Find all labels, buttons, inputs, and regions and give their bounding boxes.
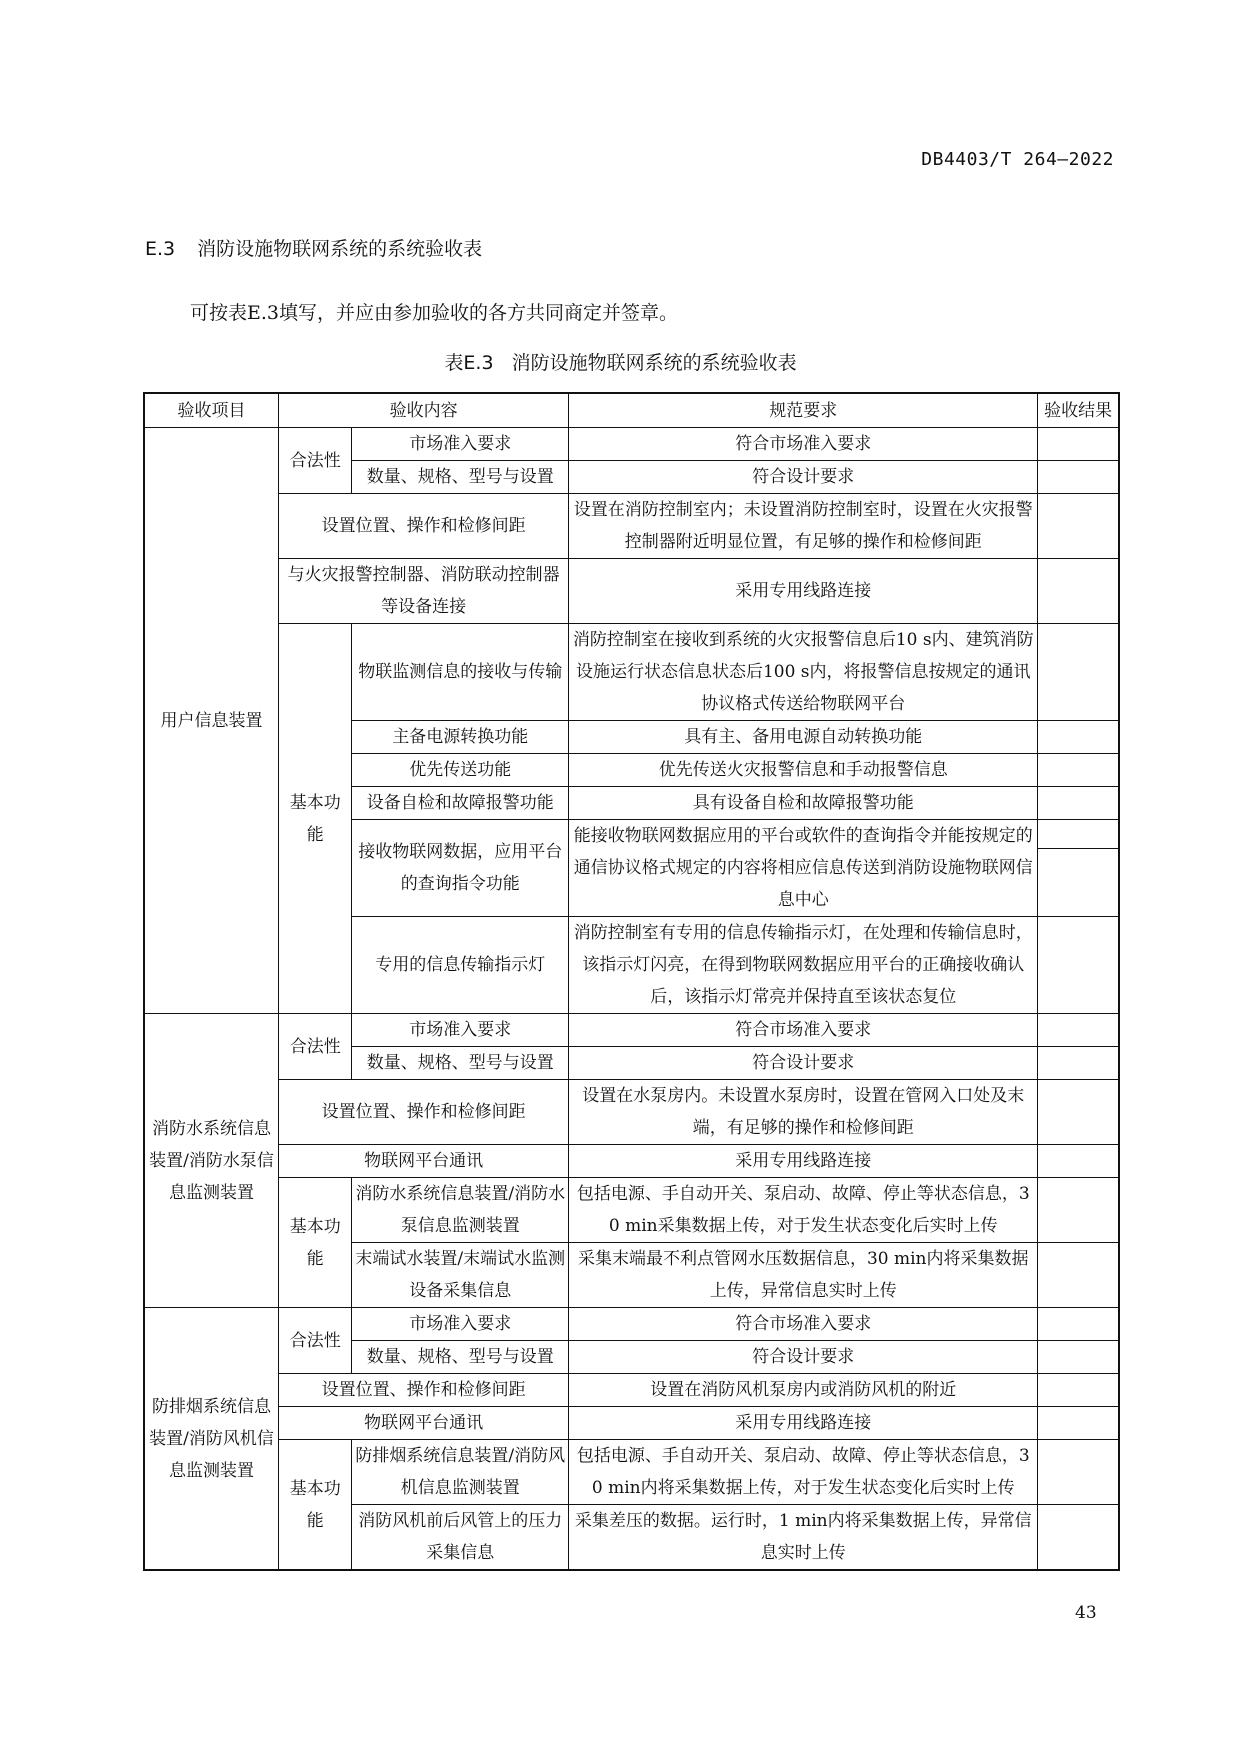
content-cell: 消防水系统信息装置/消防水泵信息监测装置 — [352, 1178, 569, 1243]
result-cell[interactable] — [1038, 494, 1119, 559]
table-row — [144, 1440, 1119, 1505]
table-row — [144, 494, 1119, 559]
document-code: DB4403/T 264—2022 — [921, 149, 1114, 170]
intro-paragraph: 可按表E.3填写，并应由参加验收的各方共同商定并签章。 — [190, 302, 678, 324]
header-result: 验收结果 — [1038, 393, 1119, 428]
result-cell[interactable] — [1038, 1407, 1119, 1440]
content-cell: 消防风机前后风管上的压力采集信息 — [352, 1505, 569, 1571]
result-cell[interactable] — [1038, 820, 1119, 849]
requirement-cell: 包括电源、手自动开关、泵启动、故障、停止等状态信息，30 min采集数据上传，对于发生状态变化后实时上传 — [569, 1178, 1038, 1243]
requirement-cell: 符合市场准入要求 — [569, 1308, 1038, 1341]
requirement-cell: 采集差压的数据。运行时，1 min内将采集数据上传，异常信息实时上传 — [569, 1505, 1038, 1571]
table-row — [144, 1014, 1119, 1047]
result-cell[interactable] — [1038, 1047, 1119, 1080]
requirement-cell: 设置在消防风机泵房内或消防风机的附近 — [569, 1374, 1038, 1407]
table-row — [144, 1080, 1119, 1145]
result-cell[interactable] — [1038, 849, 1119, 917]
requirement-cell: 能接收物联网数据应用的平台或软件的查询指令并能按规定的通信协议格式规定的内容将相应信息传送到消防设施物联网信息中心 — [569, 820, 1038, 917]
result-cell[interactable] — [1038, 559, 1119, 624]
content-cell: 市场准入要求 — [352, 428, 569, 461]
result-cell[interactable] — [1038, 1308, 1119, 1341]
requirement-cell: 符合市场准入要求 — [569, 428, 1038, 461]
result-cell[interactable] — [1038, 1243, 1119, 1308]
section-number: E.3 — [145, 238, 176, 260]
result-cell[interactable] — [1038, 1505, 1119, 1571]
group-label-legal: 合法性 — [279, 1308, 352, 1374]
result-cell[interactable] — [1038, 1374, 1119, 1407]
project-cell: 防排烟系统信息装置/消防风机信息监测装置 — [144, 1308, 279, 1571]
table-title: 消防设施物联网系统的系统验收表 — [511, 352, 797, 374]
table-row — [144, 1178, 1119, 1243]
requirement-cell: 采用专用线路连接 — [569, 1407, 1038, 1440]
content-cell: 防排烟系统信息装置/消防风机信息监测装置 — [352, 1440, 569, 1505]
requirement-cell: 设置在水泵房内。未设置水泵房时，设置在管网入口处及末端，有足够的操作和检修间距 — [569, 1080, 1038, 1145]
table-row — [144, 1374, 1119, 1407]
content-cell: 设置位置、操作和检修间距 — [279, 1080, 569, 1145]
result-cell[interactable] — [1038, 1178, 1119, 1243]
result-cell[interactable] — [1038, 787, 1119, 820]
content-cell: 市场准入要求 — [352, 1014, 569, 1047]
content-cell: 设备自检和故障报警功能 — [352, 787, 569, 820]
content-cell: 市场准入要求 — [352, 1308, 569, 1341]
group-label-basic: 基本功能 — [279, 1440, 352, 1571]
group-label-basic: 基本功能 — [279, 1178, 352, 1308]
content-cell: 与火灾报警控制器、消防联动控制器等设备连接 — [279, 559, 569, 624]
requirement-cell: 采用专用线路连接 — [569, 559, 1038, 624]
result-cell[interactable] — [1038, 428, 1119, 461]
requirement-cell: 优先传送火灾报警信息和手动报警信息 — [569, 754, 1038, 787]
section-title: 消防设施物联网系统的系统验收表 — [197, 238, 483, 260]
result-cell[interactable] — [1038, 721, 1119, 754]
acceptance-table — [143, 392, 1120, 1571]
result-cell[interactable] — [1038, 1080, 1119, 1145]
content-cell: 物联网平台通讯 — [279, 1145, 569, 1178]
requirement-cell: 具有设备自检和故障报警功能 — [569, 787, 1038, 820]
result-cell[interactable] — [1038, 917, 1119, 1014]
header-requirement: 规范要求 — [569, 393, 1038, 428]
group-label-legal: 合法性 — [279, 428, 352, 494]
requirement-cell: 设置在消防控制室内；未设置消防控制室时，设置在火灾报警控制器附近明显位置，有足够的操作和检修间距 — [569, 494, 1038, 559]
header-project: 验收项目 — [144, 393, 279, 428]
result-cell[interactable] — [1038, 1014, 1119, 1047]
table-row — [144, 559, 1119, 624]
content-cell: 数量、规格、型号与设置 — [352, 1341, 569, 1374]
content-cell: 优先传送功能 — [352, 754, 569, 787]
table-number: 表E.3 — [444, 352, 494, 374]
table-header-row — [144, 393, 1119, 428]
content-cell: 数量、规格、型号与设置 — [352, 1047, 569, 1080]
result-cell[interactable] — [1038, 1341, 1119, 1374]
content-cell: 接收物联网数据，应用平台的查询指令功能 — [352, 820, 569, 917]
requirement-cell: 消防控制室有专用的信息传输指示灯，在处理和传输信息时，该指示灯闪亮，在得到物联网数据应用平台的正确接收确认后，该指示灯常亮并保持直至该状态复位 — [569, 917, 1038, 1014]
table-row — [144, 624, 1119, 721]
requirement-cell: 消防控制室在接收到系统的火灾报警信息后10 s内、建筑消防设施运行状态信息状态后100 s内，将报警信息按规定的通讯协议格式传送给物联网平台 — [569, 624, 1038, 721]
result-cell[interactable] — [1038, 1145, 1119, 1178]
content-cell: 物联网平台通讯 — [279, 1407, 569, 1440]
group-label-basic: 基本功能 — [279, 624, 352, 1014]
table-row — [144, 1145, 1119, 1178]
group-label-legal: 合法性 — [279, 1014, 352, 1080]
header-content: 验收内容 — [279, 393, 569, 428]
content-cell: 末端试水装置/末端试水监测设备采集信息 — [352, 1243, 569, 1308]
result-cell[interactable] — [1038, 624, 1119, 721]
section-heading — [145, 234, 482, 261]
requirement-cell: 包括电源、手自动开关、泵启动、故障、停止等状态信息，30 min内将采集数据上传，对于发生状态变化后实时上传 — [569, 1440, 1038, 1505]
page-number: 43 — [1075, 1603, 1097, 1623]
requirement-cell: 符合设计要求 — [569, 461, 1038, 494]
project-cell: 用户信息装置 — [144, 428, 279, 1014]
result-cell[interactable] — [1038, 1440, 1119, 1505]
table-row — [144, 428, 1119, 461]
table-caption — [0, 348, 1241, 375]
result-cell[interactable] — [1038, 461, 1119, 494]
requirement-cell: 具有主、备用电源自动转换功能 — [569, 721, 1038, 754]
requirement-cell: 符合设计要求 — [569, 1047, 1038, 1080]
content-cell: 专用的信息传输指示灯 — [352, 917, 569, 1014]
content-cell: 设置位置、操作和检修间距 — [279, 494, 569, 559]
content-cell: 物联监测信息的接收与传输 — [352, 624, 569, 721]
table-row — [144, 1407, 1119, 1440]
content-cell: 数量、规格、型号与设置 — [352, 461, 569, 494]
requirement-cell: 采用专用线路连接 — [569, 1145, 1038, 1178]
requirement-cell: 符合市场准入要求 — [569, 1014, 1038, 1047]
requirement-cell: 符合设计要求 — [569, 1341, 1038, 1374]
content-cell: 设置位置、操作和检修间距 — [279, 1374, 569, 1407]
project-cell: 消防水系统信息装置/消防水泵信息监测装置 — [144, 1014, 279, 1308]
content-cell: 主备电源转换功能 — [352, 721, 569, 754]
requirement-cell: 采集末端最不利点管网水压数据信息，30 min内将采集数据上传，异常信息实时上传 — [569, 1243, 1038, 1308]
table-row — [144, 1308, 1119, 1341]
result-cell[interactable] — [1038, 754, 1119, 787]
